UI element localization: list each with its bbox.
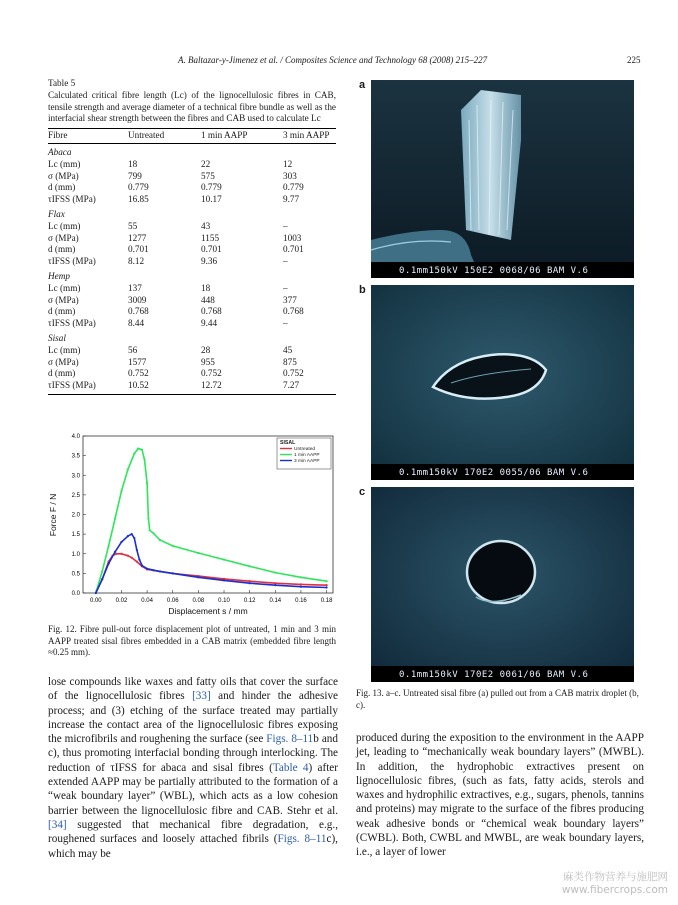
value-cell: 0.768 [128,306,149,317]
value-cell: 10.17 [201,194,222,205]
y-tick-label: 0.0 [71,591,80,597]
chart-legend [277,438,331,469]
y-tick-label: 1.0 [71,551,80,558]
data-point [325,580,327,582]
data-point [172,545,174,547]
y-tick-label: 0.5 [71,571,80,578]
value-cell: 18 [201,282,211,293]
panel-letter-a: a [359,79,366,91]
citation-link[interactable]: [34] [48,818,67,831]
data-point [133,537,135,539]
body-text: suggested that mechanical fibre degradation, e.g., roughened surfaces and loosely attached fibrils ( [48,818,338,846]
parameter-cell: σ (MPa) [48,232,79,243]
value-cell: 8.44 [128,318,145,329]
data-point [101,570,103,572]
table-row [48,159,336,171]
running-header [0,55,678,69]
body-text: b and c), thus promoting interfacial bonding through interlocking. The reduction of τIFSS for abaca and sisal fibres ( [48,733,338,774]
value-cell: 55 [128,220,138,231]
data-point [127,555,129,557]
value-cell: 0.779 [128,182,149,193]
body-text: c), which may be [48,833,338,860]
parameter-cell: Lc (mm) [48,282,81,293]
data-point [120,553,122,555]
value-cell: 575 [201,170,215,181]
value-cell: 10.52 [128,380,201,394]
data-point [131,533,133,535]
data-point [101,578,103,580]
data-point [325,586,327,588]
data-point [223,559,225,561]
data-point [127,468,129,470]
watermark [562,871,668,897]
value-cell: 7.27 [283,380,336,394]
data-point [249,580,251,582]
data-point [127,535,129,537]
x-tick-label: 0.04 [141,598,153,604]
value-cell: 137 [128,282,142,293]
data-point [95,592,97,594]
legend-title: SISAL [280,440,296,446]
watermark-line-1: 麻类作物营养与施肥网 [563,871,668,883]
data-point [152,532,154,534]
table-row [48,318,336,330]
value-cell: 0.752 [201,368,222,379]
value-cell: 0.752 [283,368,304,379]
sem-hole-image [371,487,634,682]
value-cell: – [283,220,288,231]
data-point [115,553,117,555]
parameter-cell: d (mm) [48,306,76,317]
data-point [159,539,161,541]
body-text: and hinder the adhesive process; and (3) etching of the surface treated may partially increase the contact area of the lignocellulosic fibres exposing the microfibrils and roughening the surface (see [48,690,339,746]
table-group-label: Abaca [48,146,72,157]
table-row [48,233,336,245]
left-column-body [48,675,338,861]
data-point [138,559,140,561]
parameter-cell: σ (MPa) [48,170,79,181]
parameter-cell: d (mm) [48,182,76,193]
x-axis-label: Displacement s / mm [168,606,248,616]
table-title: Table 5 [48,78,76,88]
data-point [300,586,302,588]
data-point [197,576,199,578]
x-tick-label: 0.00 [89,598,102,604]
figure-link[interactable]: Figs. 8–11 [266,733,314,746]
data-point [120,541,122,543]
value-cell: 12.72 [201,380,283,394]
value-cell: 9.36 [201,256,218,267]
value-cell: 0.701 [283,244,304,255]
y-tick-label: 2.0 [71,512,80,519]
table-row [48,182,336,194]
x-tick-label: 0.08 [192,598,205,604]
figure-13-caption: Fig. 13. a–c. Untreated sisal fibre (a) pulled out from a CAB matrix droplet (b, c). [356,688,639,710]
data-point [146,568,148,570]
y-tick-label: 3.5 [71,453,80,460]
parameter-cell: σ (MPa) [48,356,79,367]
value-cell: 303 [283,170,297,181]
sem-image-a [371,80,634,278]
x-tick-label: 0.16 [295,598,307,604]
data-point [249,565,251,567]
value-cell: 22 [201,158,211,169]
table-link[interactable]: Table 4 [272,761,309,774]
value-cell: 43 [201,220,211,231]
panel-letter-b: b [359,284,366,296]
value-cell: 1577 [128,356,147,367]
table-5 [48,128,336,395]
data-point [147,517,149,519]
data-point [249,582,251,584]
y-tick-label: 1.5 [71,532,80,539]
table-row [48,171,336,183]
table-group-label: Sisal [48,332,66,343]
table-row [48,194,336,206]
data-point [152,569,154,571]
x-tick-label: 0.06 [166,598,179,604]
data-point [108,562,110,564]
x-tick-label: 0.02 [115,598,128,604]
table-row [48,368,336,380]
sem-scale-text: 0.1mm150kV 150E2 0068/06 BAM V.6 [399,266,589,276]
page-number: 225 [627,55,641,65]
data-point [274,584,276,586]
data-point [300,576,302,578]
table-row [48,357,336,369]
sem-scale-text: 0.1mm150kV 170E2 0061/06 BAM V.6 [399,670,589,680]
x-tick-label: 0.10 [218,598,230,604]
citation-link[interactable]: [33] [192,690,211,703]
sem-image-b [371,285,634,480]
pull-out-force-chart [48,424,338,619]
data-point [223,579,225,581]
parameter-cell: Lc (mm) [48,344,81,355]
legend-entry: Untreated [294,447,316,452]
value-cell: 56 [128,344,138,355]
data-point [136,549,138,551]
value-cell: 9.77 [283,194,300,205]
data-point [136,561,138,563]
value-cell: 0.701 [128,244,149,255]
table-row [48,244,336,256]
table-row [48,221,336,233]
data-point [131,557,133,559]
value-cell: 1277 [128,232,147,243]
data-point [274,582,276,584]
sem-info-bar [371,262,634,278]
x-tick-label: 0.12 [243,598,256,604]
parameter-cell: τIFSS (MPa) [48,380,128,394]
legend-entry: 1 min AAPP [294,453,320,458]
table-row [48,256,336,268]
value-cell: 18 [128,158,138,169]
data-point [114,517,116,519]
y-axis-label: Force F / N [48,493,58,537]
table-row [48,306,336,318]
table-caption: Calculated critical fibre length (Lc) of the lignocellulosic fibres in CAB, tensile strength and average diameter of a technical fibre bundle as well as the interfacial shear strength between the fibres and CAB used to calculate Lc [48,89,336,124]
data-point [172,572,174,574]
value-cell: – [283,318,288,329]
value-cell: 377 [283,294,297,305]
column-header: 3 min AAPP [283,129,336,144]
parameter-cell: τIFSS (MPa) [48,194,96,205]
y-tick-label: 2.5 [71,492,80,499]
value-cell: 0.701 [201,244,222,255]
value-cell: 955 [201,356,215,367]
value-cell: – [283,256,288,267]
value-cell: 799 [128,170,142,181]
data-point [274,571,276,573]
figure-link[interactable]: Figs. 8–11 [277,833,327,846]
parameter-cell: d (mm) [48,368,76,379]
column-header: 1 min AAPP [201,129,283,144]
sem-fibre-image [371,80,634,278]
data-point [300,583,302,585]
sem-info-bar [371,464,634,480]
parameter-cell: τIFSS (MPa) [48,318,96,329]
data-point [159,570,161,572]
watermark-line-2: www.fibercrops.com [561,884,668,896]
parameter-cell: Lc (mm) [48,220,81,231]
value-cell: 45 [283,344,293,355]
panel-letter-c: c [359,486,366,498]
data-point [108,545,110,547]
data-point [197,552,199,554]
column-header: Fibre [48,129,128,144]
value-cell: 0.768 [201,306,222,317]
value-cell: 28 [201,344,211,355]
value-cell: 0.768 [283,306,304,317]
sem-info-bar [371,666,634,682]
parameter-cell: τIFSS (MPa) [48,256,96,267]
table-row [48,345,336,357]
value-cell: 9.44 [201,318,218,329]
right-column-body: produced during the exposition to the environment in the AAPP jet, leading to “mechanically weak boundary layers” (MWBL). In addition, the hydrophobic extractives present on lignocellulosic fibres, (such as fats, fatty acids, sterols and waxes and hydrophilic extractives, e.g., sugars, phenols, tannins and proteins) may migrate to the surface of the fibres producing weak adhesive bonds or “chemical weak boundary layers” (CWBL). Both, CWBL and MWBL, are weak boundary layers, i.e., a layer of lower [356,732,644,859]
value-cell: 0.752 [128,368,149,379]
data-point [149,529,151,531]
data-point [137,447,139,449]
table-row [48,380,336,394]
value-cell: 12 [283,158,293,169]
sem-image-c [371,487,634,682]
value-cell: 8.12 [128,256,145,267]
value-cell: 3009 [128,294,147,305]
legend-entry: 3 min AAPP [294,459,320,464]
table-5-block [48,78,336,395]
table-row [48,283,336,295]
parameter-cell: d (mm) [48,244,76,255]
data-point [120,490,122,492]
data-point [114,551,116,553]
value-cell: 875 [283,356,297,367]
sem-matrix-surface-image [371,285,634,480]
y-tick-label: 4.0 [71,434,80,440]
data-point [143,458,145,460]
data-point [325,584,327,586]
parameter-cell: σ (MPa) [48,294,79,305]
table-group-label: Hemp [48,270,70,281]
table-group-label: Flax [48,208,65,219]
column-header: Untreated [128,129,201,144]
y-tick-label: 3.0 [71,473,80,480]
value-cell: – [283,282,288,293]
x-tick-label: 0.14 [269,598,282,604]
data-point [141,449,143,451]
sem-scale-text: 0.1mm150kV 170E2 0055/06 BAM V.6 [399,468,589,478]
body-text: lose compounds like waxes and fatty oils that cover the surface of the lignocellulosic fibres [48,676,338,703]
value-cell: 0.779 [201,182,222,193]
data-point [146,482,148,484]
body-text: ) after extended AAPP may be partially attributed to the formation of a “weak boundary layer” (WBL), which acts as a low cohesion barrier between the lignocellulosic fibre and CAB. Stehr et al. [48,761,338,817]
data-point [141,564,143,566]
value-cell: 448 [201,294,215,305]
value-cell: 1003 [283,232,302,243]
data-point [133,453,135,455]
parameter-cell: Lc (mm) [48,158,81,169]
value-cell: 16.85 [128,194,149,205]
table-row [48,295,336,307]
value-cell: 0.779 [283,182,304,193]
figure-12-caption: Fig. 12. Fibre pull-out force displacement plot of untreated, 1 min and 3 min AAPP treated sisal fibres embedded in a CAB matrix (embedded fibre length ≈0.25 mm). [48,624,336,657]
x-tick-label: 0.18 [320,598,333,604]
running-head: A. Baltazar-y-Jimenez et al. / Composites Science and Technology 68 (2008) 215–227 [178,55,488,65]
value-cell: 1155 [201,232,220,243]
